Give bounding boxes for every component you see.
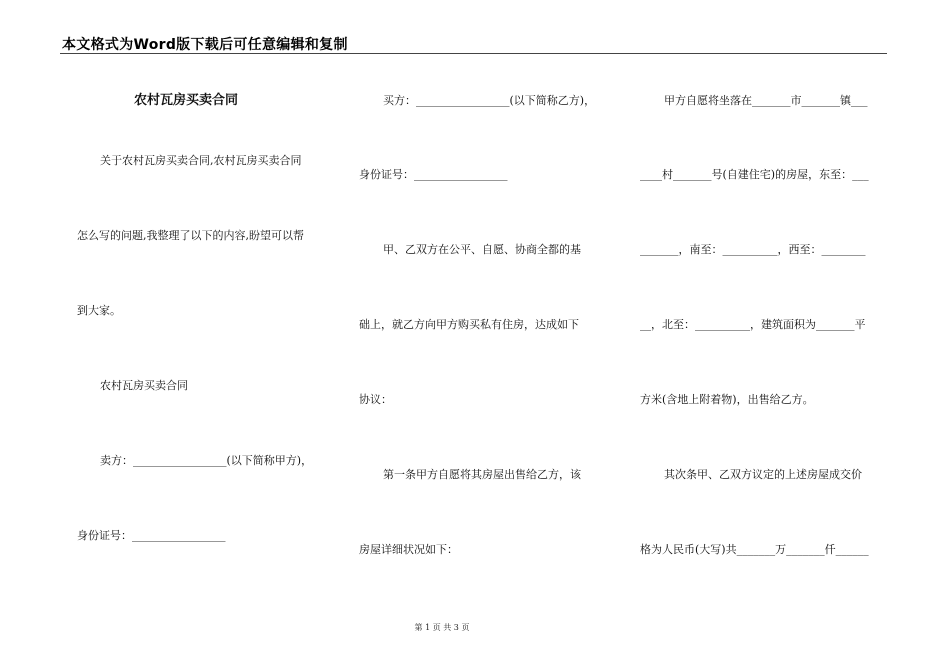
agreement-line-3: 协议： bbox=[359, 393, 392, 406]
buyer-id-line: 身份证号：_________________ bbox=[359, 168, 508, 181]
contract-subtitle: 农村瓦房买卖合同 bbox=[100, 379, 188, 392]
seller-line: 卖方：_________________(以下简称甲方)， bbox=[100, 454, 313, 467]
property-line-4: __，北至：__________，建筑面积为_______平 bbox=[640, 318, 866, 331]
intro-line-2: 怎么写的问题,我整理了以下的内容,盼望可以帮 bbox=[77, 229, 304, 242]
page-number: 第 1 页 共 3 页 bbox=[414, 623, 470, 632]
header-divider bbox=[60, 53, 887, 54]
document-header: 本文格式为Word版下载后可任意编辑和复制 bbox=[62, 37, 348, 53]
agreement-line-1: 甲、乙双方在公平、自愿、协商全都的基 bbox=[383, 243, 581, 256]
article-1-line-2: 房屋详细状况如下： bbox=[359, 543, 458, 556]
buyer-line: 买方：_________________(以下简称乙方)， bbox=[383, 94, 596, 107]
document-title: 农村瓦房买卖合同 bbox=[134, 93, 239, 108]
article-1-line-1: 第一条甲方自愿将其房屋出售给乙方，该 bbox=[383, 468, 581, 481]
agreement-line-2: 础上，就乙方向甲方购买私有住房，达成如下 bbox=[359, 318, 579, 331]
intro-line-1: 关于农村瓦房买卖合同,农村瓦房买卖合同 bbox=[100, 154, 302, 167]
property-line-5: 方米(含地上附着物)，出售给乙方。 bbox=[640, 393, 814, 406]
property-line-3: _______，南至：__________，西至：________ bbox=[640, 243, 866, 256]
article-2-line-1: 其次条甲、乙双方议定的上述房屋成交价 bbox=[664, 468, 862, 481]
intro-line-3: 到大家。 bbox=[77, 304, 121, 317]
property-line-2: ____村_______号(自建住宅)的房屋，东至：___ bbox=[640, 168, 869, 181]
seller-id-line: 身份证号：_________________ bbox=[77, 529, 226, 542]
property-line-1: 甲方自愿将坐落在_______市_______镇___ bbox=[664, 94, 868, 107]
article-2-line-2: 格为人民币(大写)共_______万_______仟______ bbox=[640, 543, 869, 556]
